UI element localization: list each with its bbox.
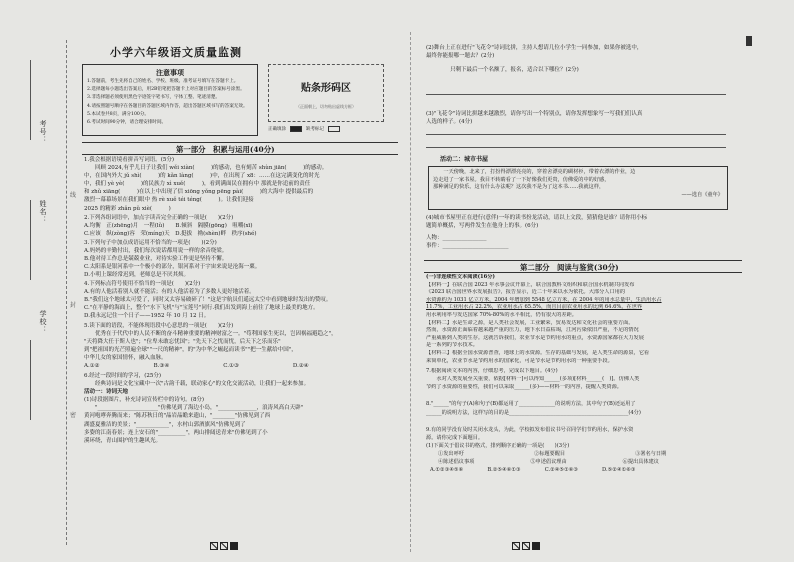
q9-item: ①发出呼吁 [438, 451, 464, 457]
q7-line: 7.根据阅读文本的内容，仔细思考，完成以下题目。(4分) [426, 368, 558, 374]
q3-option[interactable]: D.小明上课经常迟到，老师总是不厌其烦。 [84, 272, 189, 279]
q9-items-row [426, 450, 744, 458]
question-6 [84, 372, 398, 445]
excerpt-line: 一天傍晚，北来了，打扮得漂漂亮亮的，穿着舍漂亮的碉材衫，带着衣漂的作业，边 [433, 169, 636, 175]
q9-choice-c[interactable]: C.②④⑤①⑥③ [544, 467, 579, 473]
q6-fill-line[interactable]: 黄河咆哮奔腾而来；"陈苏秋日的"晶岩晶瞻来遗山，"________"仿佛见到了西 [84, 413, 271, 420]
q4-option[interactable]: D.我永远记住一个日子——1952 年 10 月 12 日。 [84, 313, 210, 320]
excerpt-line: 那种满足的快乐。这有什么办法呢？这次我不是为了这本书……我就这样， [433, 184, 605, 191]
fill-missing-label: 缺考标记 [306, 127, 324, 132]
q4-fill[interactable]: 人物：________________ [426, 235, 487, 242]
page-mark-box [532, 542, 540, 550]
material1-line: 11.7%，工业用水占 22.2%，农业用水占 65.5%，而且目前农业用水的比例 64.6%。在世界 [426, 304, 643, 311]
material1-line: 【材料一】在联合国 2023 年水事会议开幕上，联合国教科文组织和联合国水机制共同发布 [426, 281, 635, 288]
binding-margin [0, 0, 76, 562]
reading-excerpt-box [428, 166, 728, 210]
q5-option-d[interactable]: D.②④ [292, 363, 309, 370]
material3-line: 【材料三】根据全国水资源普查，地球上的水资源。生存的基础与发展，是人类生命的源泉，它看 [426, 349, 650, 356]
question-7 [426, 368, 744, 391]
q6-activity-title: 活动一：诗词天地 [84, 389, 129, 396]
notice-item: 1.答题前，考生先将自己的姓名、学校、班级、准考证号填写在答题卡上。 [87, 79, 239, 84]
q9-items-row [426, 458, 744, 466]
q4-option[interactable]: A.有的人他活着别人就不能活；有的人他活着为了多数人更好地活着。 [84, 289, 255, 296]
notice-item: 4.请按照题号顺序在各题目的答题区域内作答，超出答题区域书写的答案无效。 [87, 103, 248, 109]
q4-line: (4)城市书屋里正在进行(意伴)一年的读书扮龙活动，请以上文段，猜猜他是谁？请你用小标 [426, 215, 648, 221]
q2-line: 2.下列各组词语中，加点字读音完全正确的一项是( )(2分) [84, 215, 234, 221]
q9-line: 9.有的同学没有及时关闭水龙头，为此，学校拟发布倡议书号召同学们节约用水，保护水资 [426, 427, 634, 433]
rule-line [82, 142, 398, 143]
activity-q3 [426, 110, 744, 126]
part2-heading: 第二部分 阅读与鉴赏(30分) [520, 263, 619, 272]
q3-line: 人选的样子。(4分) [426, 119, 473, 126]
question-3 [84, 239, 398, 279]
page-divider [410, 32, 411, 552]
q2-option-line[interactable]: A.均衡 正(zhēng)月 一程(lǔ) B.倾斜 隔膜(gōng) 咀嚼(xī) [84, 223, 253, 230]
answer-line[interactable] [426, 147, 726, 148]
rule-line [424, 260, 742, 261]
q3-line: 3.下列句子中加点成语运用不恰当的一项是( )(2分) [84, 240, 217, 246]
activity2-heading: 活动二：城市书屋 [440, 156, 489, 163]
q5-options [84, 362, 398, 370]
q6-line: (1)诗段据图片，补充诗词宣传栏中的诗句。(8分) [84, 397, 205, 404]
q5-line: 5.读下面的语段，不能体现语段中心意思的一项是( )(2分) [84, 323, 234, 329]
cut-mark: 密 [70, 412, 77, 419]
material1-line: 用水利用率与发达国家 70%-80%的水平相比，仍有很大的差距。 [426, 311, 577, 318]
q4-line: 4.下列标点符号使用不恰当的一项是( )(2分) [84, 281, 201, 287]
q3-line: (3)"飞花令"诗词比拼越来越激烈，请你写出一个特别点，请你发挥想象写一写我们们认真 [426, 111, 643, 117]
activity-line: 最终你能报哪一题去？(2分) [426, 53, 495, 60]
q5-line: 优秀在于代代中的人民不断的奋斗精神重要的精神财富之一。"苟利国家生死以，岂因祸福避趋之"， [84, 331, 337, 338]
q7-fill[interactable]: 节约了水资源的重要性，我们可以采取______(多)——材料一的内容，提醒人类资源。 [426, 383, 622, 390]
material2-line: 严重威胁到人类的生存。这就告诉我们，农业节水是节约用水的重点，水资源国家都在大力发展 [426, 334, 644, 341]
excerpt-line: 边走进了一家书屋。我目不转睛看了一下好像我们更贵，仿佛爱的中的好感， [433, 176, 610, 183]
barcode-label: 贴条形码区 [301, 83, 351, 94]
page-mark-box [220, 542, 228, 550]
q8-fill[interactable]: 8."______"的句子(A)和句子(B)都运用了______________的说明方法，其中句子(B)还运用了 [426, 401, 636, 407]
cut-line [66, 40, 67, 545]
q9-item: ②标题要醒目 [533, 451, 566, 457]
question-9 [426, 426, 744, 474]
material3-line: 来简单化，农业节水是节约用水的国家化，可是节水是节约用水的一种重要手段。 [426, 357, 613, 364]
school-label: 学校： [39, 310, 47, 334]
name-label: 姓名： [39, 200, 47, 224]
q1-line: 和 zhǔ xiāng( )在以上中出现了信 xiōng yǒng pēng pài( )的大海中 提供最后的 [84, 189, 314, 196]
material1-line: 《2023 联合国世界水发展报告》，报告显示，近二十年来以水为依托。大部分人口用的 [426, 289, 626, 296]
q5-line: "天将降大任于斯人也"；"位卑未敢忘忧国"；"先天下之忧而忧，后天下之乐而乐" [84, 339, 281, 346]
q1-line: 激烈一幕幕场景在我们眼中 热 rè xuě téi téng( )。让我们迎接 [84, 197, 254, 204]
q2-option-line[interactable]: C.应该 纵(zòng)容 荣(míng)天 D.挺拔 拗(shèn)畔 秩序(shé) [84, 231, 257, 238]
q6-fill-line[interactable]: 溪环绕，青山围护的生趣风光。 [84, 437, 162, 444]
activity-q4 [426, 214, 744, 250]
q1-line: 2025 的精彩 zhǎn pǔ xiè( ) [84, 205, 171, 212]
q1-line: 中，我们 yè yè( )的民族力 xì xuě( )，看到满面民在拥有中 那就是你追前的责任 [84, 181, 311, 188]
barcode-note: （正面朝上，切勿贴出虚线方框） [296, 104, 356, 109]
material2-line: 【材料二】水是生命之源，是人类社会发展，工业繁荣，贸易发达和文化社会的重要方面。 [426, 319, 634, 326]
q9-item: ③署名与日期 [635, 451, 667, 457]
answer-line[interactable] [426, 94, 726, 95]
answer-line[interactable] [426, 134, 726, 135]
q5-line: 到"把祖国的光芒照遍全球""一尺的精神"，的"为中华之崛起而读书""把一生献给中国"， [84, 347, 297, 354]
question-8 [426, 400, 744, 418]
excerpt-source: ——选自《童年》 [681, 191, 723, 198]
fill-correct-box [290, 126, 302, 132]
q9-choices [426, 466, 744, 474]
cut-mark: 线 [70, 192, 77, 199]
q9-choice-d[interactable]: D.⑤②④①⑥③ [602, 467, 636, 473]
q1-line: 1.我会根据语境看拼音写词语。(5分) [84, 157, 175, 163]
question-5 [84, 322, 398, 371]
q9-item: ⑤申述倡议理由 [530, 459, 567, 465]
notice-item: 6.考试时间90分钟，请合理安排时间。 [87, 120, 167, 126]
q5-option-c[interactable]: C.①③ [223, 363, 239, 370]
material2-line: 然而，水资源正面临着越来越严重的压力，地下水日益枯竭，江河污染依旧严重，不足的情况 [426, 327, 639, 334]
fill-sample-row [268, 124, 384, 134]
q6-fill-line[interactable]: 多姿的江南春景；连上安石的"__________"，两山排闼送青来"仿佛见到了小 [84, 429, 268, 436]
page-mark-box [230, 542, 238, 550]
page-mark-left [210, 542, 238, 550]
q6-fill-line[interactable]: 湖盛夏雅洁的美景；"____________"，水村山郭酒旗风"仿佛见到了 [84, 421, 246, 428]
activity-line: 只剩下最后一个名额了，报名，适合以下哪位？(2分) [450, 67, 579, 74]
q5-option-a[interactable]: A.①② [84, 363, 100, 370]
q8-fill[interactable]: ______的说明方法，这样写的目的是______________________________________________(4分) [426, 410, 641, 416]
reading-head: (一)非连续性文本阅读(16分) [426, 274, 495, 280]
barcode-area [268, 64, 384, 122]
q5-option-b[interactable]: B.③④ [153, 363, 170, 370]
activity-line: (2)舞台上正在进行"飞花令"诗词比拼，主持人想请几位小学生一同参加，如果你被选中， [426, 45, 643, 51]
q1-line: 回顾 2024,有乎儿日子让我们 wěi xiàn( )的感动，也有刻苦 shùn jiān( )的感动。 [84, 165, 328, 172]
notice-item: 2.选择题每小题选出答案后，用2B铅笔把答题卡上对应题目的答案标号涂黑。 [87, 87, 245, 93]
q3-option[interactable]: C.太阳系是银河系中一个极小的部分，银河系对于宇宙来说是沧海一粟。 [84, 264, 261, 271]
margin-line [30, 340, 31, 420]
q9-choice-b[interactable]: B.②⑤④⑥①③ [487, 467, 521, 473]
rule-line [424, 272, 742, 273]
q9-line: 源。请你完成下面题目。 [426, 435, 484, 441]
q7-fill[interactable]: 水对人类发展至关重要，依据[材料一]可以得知______(多项)[材料______( )]。仿佛人类 [426, 375, 640, 382]
reading-materials [426, 274, 744, 365]
page-mark-box [522, 542, 530, 550]
registration-mark [746, 36, 752, 46]
q4-line: 题简单概括，写两件发生在他身上的事。(6分) [426, 223, 539, 230]
notice-item: 5.本试卷共8页，满分100分。 [87, 111, 150, 117]
fill-correct-label: 正确填涂 [268, 127, 286, 132]
page-mark-right [512, 542, 540, 550]
notice-box [82, 64, 258, 136]
notice-heading: 注意事项 [156, 68, 184, 77]
q9-item: ④陈述倡议事项 [438, 459, 475, 465]
q4-option[interactable]: C."在平静的海面上，整个"水下飞机"与"宝莲号"同行.我们出发到海上前往了地球上最美的地方。 [84, 305, 319, 312]
q6-fill-line[interactable]: "______________________"仿佛见到了海边小岛，"______________，浪涛风高白天辟" [84, 405, 304, 412]
activity-q2 [426, 44, 744, 74]
page-mark-box [210, 542, 218, 550]
q4-option[interactable]: B."我们这个地球太可爱了，同时又太容易破碎了！"这是宇航员们遥远太空中看到地球时发出的赞叹。 [84, 297, 332, 304]
question-1 [84, 156, 398, 213]
rule-line [82, 154, 398, 155]
q1-line: 中，在国内外大 jǔ shì( )的 kǎn làng( )中，在出现了 x8：……在这完满变化的时光 [84, 173, 320, 180]
q3-option[interactable]: B.他对待工作总是兢兢业业，对待实验工作更是坚持不懈。 [84, 256, 228, 263]
q9-choice-a[interactable]: A.①②③④⑤⑥ [430, 467, 464, 473]
margin-line [30, 60, 31, 140]
q6-line: 经典诗词是文化宝藏中一次"古韵千载，联动家心"的文化交流活动，让我们一起来参加。 [84, 381, 310, 388]
margin-line [30, 200, 31, 280]
material2-line: 是一系列的节水技术。 [426, 342, 478, 349]
part1-heading: 第一部分 积累与运用(40分) [176, 145, 275, 154]
q9-item: ⑥提出具体建议 [622, 459, 659, 465]
q9-line: (1)下面关于倡议书的格式，排列顺序正确的一项是( )(3分) [426, 443, 570, 449]
q6-head: 6.经过一段时间的学习，(25分) [84, 373, 162, 379]
page-mark-box [512, 542, 520, 550]
question-2 [84, 214, 398, 238]
exam-no-label: 考号： [39, 120, 47, 144]
cut-mark: 封 [70, 302, 77, 309]
question-4 [84, 280, 398, 320]
q3-option[interactable]: A.妈妈的辛勤付出，我们每次说话都用说一样的余音绕梁。 [84, 248, 228, 255]
notice-item: 3.非选择题必须使用黑色字迹签字笔书写，字体工整、笔迹清楚。 [87, 95, 221, 101]
material1-line: 水资源约为 1031 亿立方米，2004 年增加到 5548 亿立方米，在 2004 年的用水总量中，生活用水占 [426, 296, 662, 303]
q5-line: 中华儿女的家国情怀，融入血脉。 [84, 355, 167, 362]
exam-title: 小学六年级语文质量监测 [110, 46, 242, 59]
q4-fill[interactable]: 事件：________________________ [426, 243, 509, 250]
fill-missing-box[interactable] [328, 126, 340, 132]
